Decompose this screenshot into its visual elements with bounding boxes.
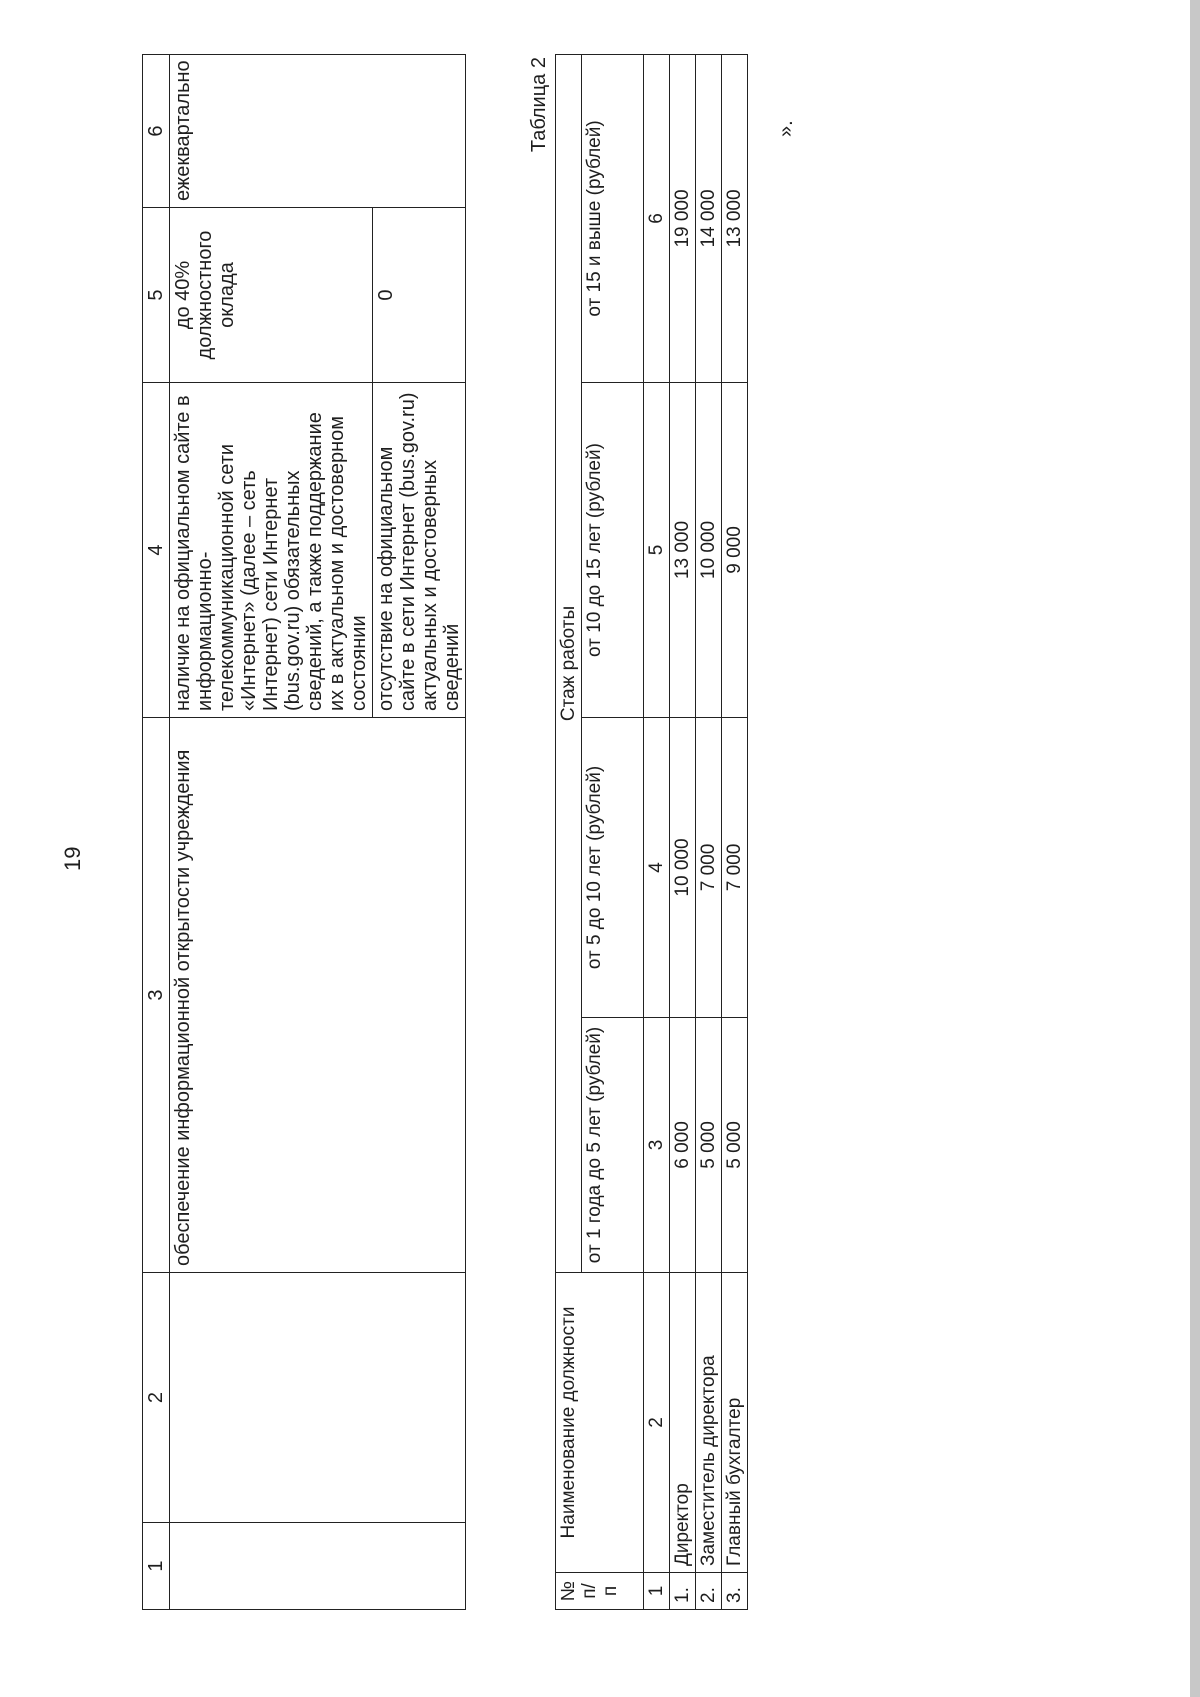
t2-row-value: 19 000	[670, 54, 696, 382]
t2-row-num: 2.	[696, 1573, 722, 1610]
t2-idx-2: 2	[644, 1273, 670, 1573]
t2-idx-5: 5	[644, 383, 670, 718]
table-1	[142, 54, 466, 1610]
t1-cell-2	[170, 1273, 466, 1523]
t2-col-name: Наименование должности	[556, 1273, 644, 1573]
table-2-caption: Таблица 2	[528, 57, 550, 153]
t2-row-value: 6 000	[670, 1018, 696, 1273]
t1-h1: 1	[143, 1523, 170, 1610]
t2-index-row	[644, 54, 670, 1609]
t2-row-value: 14 000	[696, 54, 722, 382]
t2-row-value: 9 000	[722, 383, 748, 718]
table-1-header-row	[143, 55, 170, 1610]
t2-sub-3: от 10 до 15 лет (рублей)	[582, 383, 644, 718]
t2-row-value: 7 000	[696, 718, 722, 1018]
t2-idx-4: 4	[644, 718, 670, 1018]
t1-col5-text-a: до 40% должностного оклада	[170, 208, 373, 383]
t1-h5: 5	[143, 208, 170, 383]
t1-col6-text: ежеквартально	[170, 55, 466, 208]
page-number: 19	[60, 846, 85, 871]
t2-row-value: 5 000	[722, 1018, 748, 1273]
table-row	[670, 54, 696, 1609]
t2-sub-1: от 1 года до 5 лет (рублей)	[582, 1018, 644, 1273]
t1-h2: 2	[143, 1273, 170, 1523]
t1-col5-text-b: 0	[373, 208, 466, 383]
table-row	[696, 54, 722, 1609]
t1-h3: 3	[143, 718, 170, 1273]
table-row	[722, 54, 748, 1609]
t2-row-name: Заместитель директора	[696, 1273, 722, 1573]
t2-row-value: 10 000	[670, 718, 696, 1018]
table-1-row	[170, 55, 373, 1610]
t2-row-value: 13 000	[670, 383, 696, 718]
t1-col4-text-a: наличие на официальном сайте в информационно-телекоммуникационной сети «Интернет» (далее – сеть Интернет) сети Интернет (bus.gov.ru) обязательных сведений, а также поддержание их в актуальном и достоверном состоянии	[170, 383, 373, 718]
t2-row-name: Главный бухгалтер	[722, 1273, 748, 1573]
t1-h6: 6	[143, 55, 170, 208]
t2-sub-4: от 15 и выше (рублей)	[582, 54, 644, 382]
t2-idx-3: 3	[644, 1018, 670, 1273]
t2-row-value: 7 000	[722, 718, 748, 1018]
table-2	[555, 54, 748, 1610]
t2-row-value: 5 000	[696, 1018, 722, 1273]
t2-idx-6: 6	[644, 54, 670, 382]
t2-sub-2: от 5 до 10 лет (рублей)	[582, 718, 644, 1018]
t2-row-name: Директор	[670, 1273, 696, 1573]
t2-header-row	[556, 54, 582, 1609]
closing-quote: ».	[775, 120, 797, 137]
t1-cell-1	[170, 1523, 466, 1610]
t2-row-num: 1.	[670, 1573, 696, 1610]
t2-row-value: 13 000	[722, 54, 748, 382]
t2-group-header: Стаж работы	[556, 54, 582, 1272]
t2-col-num: № п/п	[556, 1573, 644, 1610]
t1-col3-text: обеспечение информационной открытости учреждения	[170, 718, 466, 1273]
t2-idx-1: 1	[644, 1573, 670, 1610]
t2-row-num: 3.	[722, 1573, 748, 1610]
t1-col4-text-b: отсутствие на официальном сайте в сети Интернет (bus.gov.ru) актуальных и достоверных сведений	[373, 383, 466, 718]
t2-row-value: 10 000	[696, 383, 722, 718]
t1-h4: 4	[143, 383, 170, 718]
